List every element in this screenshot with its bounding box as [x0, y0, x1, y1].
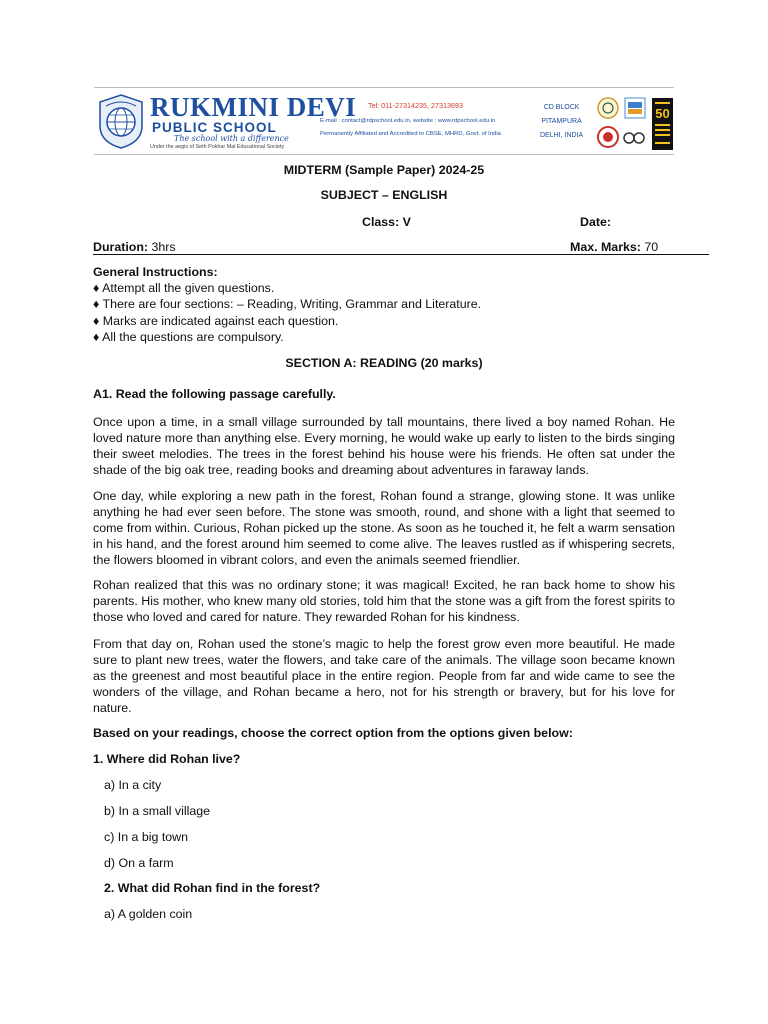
- duration-value: 3hrs: [148, 240, 176, 254]
- instruction-item: ♦ Marks are indicated against each question.: [93, 314, 339, 328]
- paper-title: MIDTERM (Sample Paper) 2024-25: [283, 163, 485, 177]
- accreditation-logo-icon: [624, 97, 646, 119]
- address-line: DELHI, INDIA: [540, 132, 584, 139]
- badge-stripe: [655, 134, 670, 136]
- glasses-logo-icon: [622, 130, 646, 146]
- question-1-option: c) In a big town: [104, 830, 189, 844]
- passage-paragraph: Once upon a time, in a small village surrounded by tall mountains, there lived a boy named Rohan. He loved nature more than anything else. Every morning, he would wake up early to listen to the birds singing their sweet melodies. The trees in the forest behind his house were his friends. He often sat under the shade of the big oak tree, reading books and dreaming about adventures in faraway lands.: [93, 415, 675, 477]
- max-marks: [570, 239, 658, 255]
- date-label: Date:: [580, 215, 611, 229]
- badge-stripe: [655, 102, 670, 104]
- class-label: Class: V: [362, 215, 411, 229]
- instructions-heading: General Instructions:: [93, 265, 218, 279]
- question-1-option: b) In a small village: [104, 804, 211, 818]
- header-divider: [93, 254, 709, 255]
- school-address: [540, 101, 583, 143]
- max-marks-value: 70: [640, 240, 659, 254]
- instruction-item: ♦ There are four sections: – Reading, Writing, Grammar and Literature.: [93, 297, 482, 311]
- letterhead: [94, 87, 674, 155]
- instruction-item: ♦ All the questions are compulsory.: [93, 330, 284, 344]
- address-line: CD BLOCK: [543, 104, 580, 111]
- a1-instruction: A1. Read the following passage carefully.: [93, 387, 336, 401]
- question-2: 2. What did Rohan find in the forest?: [104, 881, 321, 895]
- address-line: PITAMPURA: [541, 118, 582, 125]
- school-emblem-icon: [96, 92, 146, 150]
- badge-stripe: [655, 142, 670, 144]
- award-emblem-icon: [597, 126, 619, 148]
- passage-paragraph: One day, while exploring a new path in the forest, Rohan found a strange, glowing stone. It was unlike anything he had ever seen before. The stone was smooth, round, and shone with a light that seemed to come from within. Curious, Rohan picked up the stone. As soon as he touched it, he felt a warm sensation in his hand, and the forest around him seemed to come alive. The leaves rustled as if whispering secrets, the flowers bloomed in vibrant colors, and even the animals seemed friendlier.: [93, 489, 675, 567]
- school-email: E-mail : contact@rdpschool.edu.in, website : www.rdpschool.edu.in: [320, 118, 496, 124]
- badge-stripe: [655, 129, 670, 131]
- school-name: RUKMINI DEVI: [150, 92, 357, 122]
- instruction-item: ♦ Attempt all the given questions.: [93, 281, 275, 295]
- school-society: Under the aegis of Seth Pokhar Mal Educational Society: [150, 144, 285, 150]
- question-1-option: a) In a city: [104, 778, 162, 792]
- badge-stripe: [655, 124, 670, 126]
- school-telephone: Tel: 011-27314235, 27313693: [368, 101, 463, 110]
- max-marks-label: Max. Marks:: [570, 240, 641, 254]
- school-tagline: The school with a difference: [174, 134, 289, 143]
- section-a-title: SECTION A: READING (20 marks): [285, 356, 483, 370]
- question-1: 1. Where did Rohan live?: [93, 752, 241, 766]
- mcq-instruction: Based on your readings, choose the correct option from the options given below:: [93, 726, 573, 740]
- duration-label: Duration:: [93, 240, 149, 254]
- affiliation-seal-icon: [597, 96, 619, 120]
- passage-paragraph: Rohan realized that this was no ordinary stone; it was magical! Excited, he ran back home to show his parents. His mother, who knew many old stories, told him that the stone was a gift from the forest spirits to those who loved and cared for nature. They rewarded Rohan for his kindness.: [93, 578, 675, 624]
- passage-paragraph: From that day on, Rohan used the stone’s magic to help the forest grow even more beautiful. He made sure to plant new trees, water the flowers, and take care of the animals. The village soon became known as the greenest and most beautiful place in the entire region. People from far and wide came to see the wonders of the village, and Rohan became a hero, not for his strength or bravery, but for his love for nature.: [93, 637, 675, 715]
- duration: [93, 239, 176, 255]
- badge-number: 50: [655, 106, 670, 121]
- paper-subject: SUBJECT – ENGLISH: [320, 188, 448, 202]
- question-2-option: a) A golden coin: [104, 907, 193, 921]
- school-affiliation: Permanently Affiliated and Accredited to CBSE, MHRD, Govt. of India: [320, 131, 501, 137]
- top-50-badge: [652, 98, 673, 150]
- question-1-option: d) On a farm: [104, 856, 174, 870]
- school-subname: PUBLIC SCHOOL: [152, 120, 277, 135]
